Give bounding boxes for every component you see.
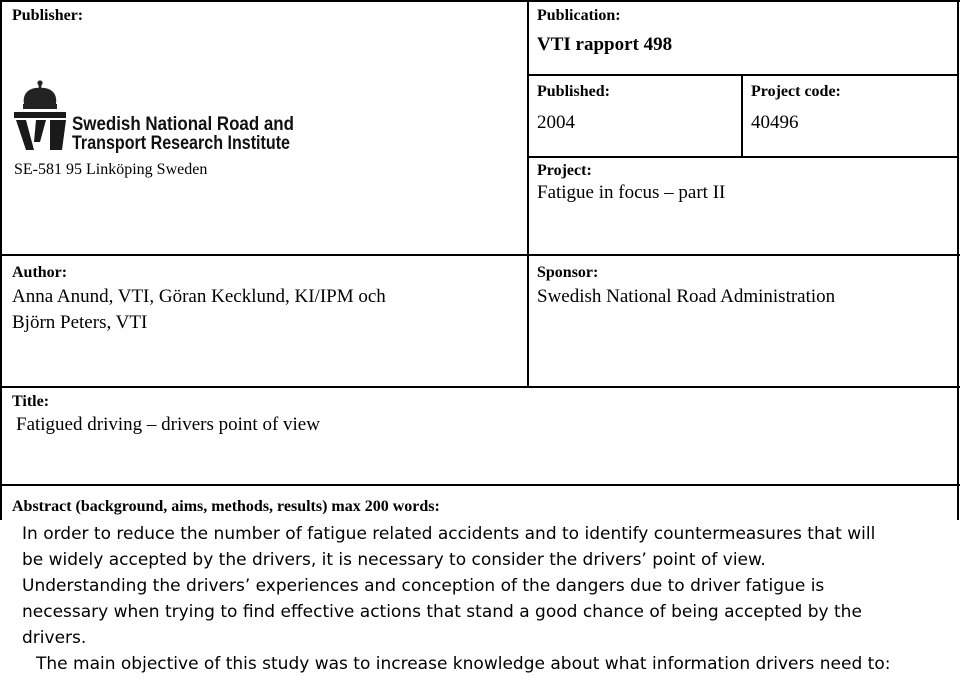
author-line-2: Björn Peters, VTI (12, 312, 148, 333)
published-value: 2004 (537, 112, 575, 133)
author-label: Author: (12, 264, 68, 281)
project-label: Project: (537, 162, 592, 179)
abstract-body (22, 521, 942, 677)
title-label: Title: (12, 393, 50, 410)
divider-title-row (0, 386, 960, 388)
divider-author-row (0, 254, 960, 256)
abstract-line: The main objective of this study was to increase knowledge about what information drivers need to: (36, 654, 891, 674)
publication-value: VTI rapport 498 (537, 34, 673, 55)
publisher-address: SE-581 95 Linköping Sweden (14, 161, 208, 178)
abstract-line: In order to reduce the number of fatigue related accidents and to identify countermeasures that will (22, 524, 876, 544)
border-left (0, 0, 2, 520)
svg-text:Swedish National Road and: Swedish National Road and (72, 114, 294, 135)
vti-logo (12, 80, 302, 152)
sponsor-value: Swedish National Road Administration (537, 286, 836, 307)
border-top (0, 0, 960, 2)
divider-project (527, 156, 959, 158)
divider-published-code (741, 74, 743, 157)
sponsor-label: Sponsor: (537, 264, 599, 281)
project-code-value: 40496 (751, 112, 799, 133)
crown-icon (23, 80, 57, 109)
abstract-line: Understanding the drivers’ experiences and conception of the dangers due to driver fatigue is (22, 576, 825, 596)
abstract-line: necessary when trying to find effective actions that stand a good chance of being accepted by the (22, 602, 862, 622)
publisher-label: Publisher: (12, 7, 84, 24)
abstract-label: Abstract (background, aims, methods, results) max 200 words: (12, 498, 440, 515)
border-right (957, 0, 959, 520)
divider-publication (527, 74, 959, 76)
project-code-label: Project code: (751, 83, 841, 100)
author-line-1: Anna Anund, VTI, Göran Kecklund, KI/IPM och (12, 286, 386, 307)
project-value: Fatigue in focus – part II (537, 182, 726, 203)
divider-abstract-row (0, 484, 960, 486)
published-label: Published: (537, 83, 610, 100)
divider-publisher-publication (527, 0, 529, 388)
abstract-line: drivers. (22, 628, 87, 648)
vti-mark-icon (14, 112, 66, 150)
title-value: Fatigued driving – drivers point of view (16, 414, 320, 435)
svg-text:Transport Research Institute: Transport Research Institute (72, 133, 290, 154)
abstract-line: be widely accepted by the drivers, it is necessary to consider the drivers’ point of view. (22, 550, 766, 570)
publication-label: Publication: (537, 7, 621, 24)
